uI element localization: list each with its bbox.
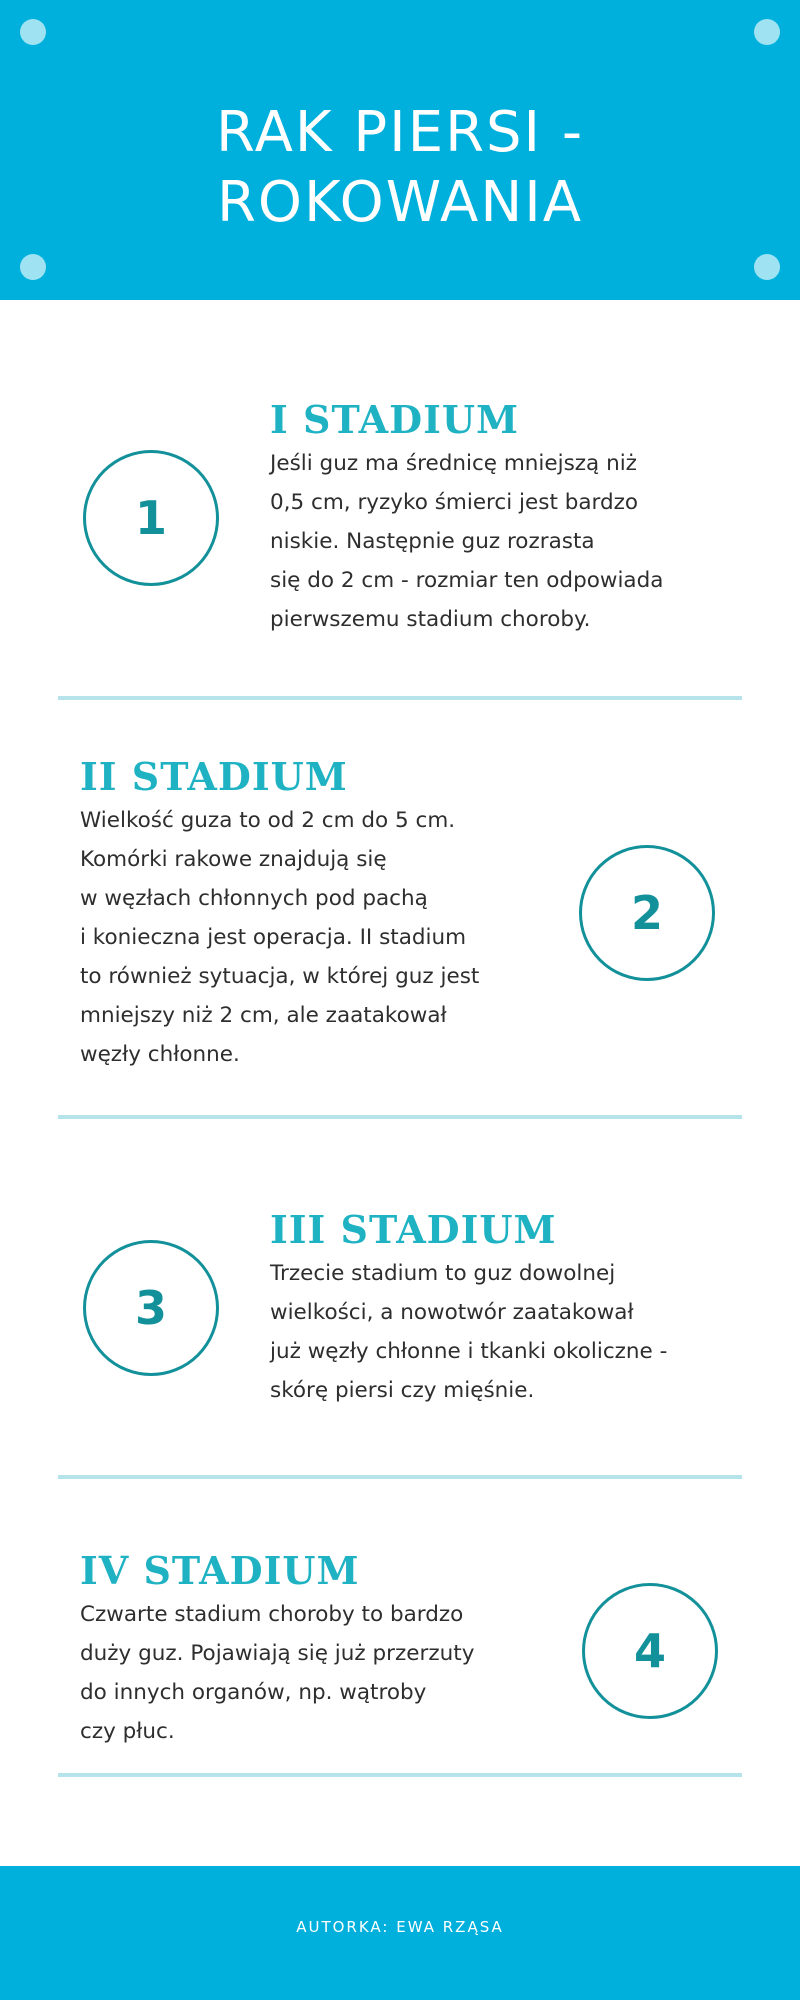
text-line: 0,5 cm, ryzyko śmierci jest bardzo — [270, 490, 639, 515]
text-line: do innych organów, np. wątroby — [80, 1680, 427, 1705]
text-line: Komórki rakowe znajdują się — [80, 847, 387, 872]
text-line: mniejszy niż 2 cm, ale zaatakował — [80, 1003, 447, 1028]
stage-3-number-circle — [83, 1240, 219, 1376]
text-line: Wielkość guza to od 2 cm do 5 cm. — [80, 808, 456, 833]
text-line: węzły chłonne. — [80, 1042, 240, 1067]
page-title-line-2: ROKOWANIA — [216, 170, 584, 235]
stage-2-title: II STADIUM — [80, 754, 348, 799]
stage-4-description — [80, 1595, 530, 1751]
page-title-line-1: RAK PIERSI - — [215, 100, 585, 165]
stage-number: 3 — [134, 1281, 167, 1335]
text-line: w węzłach chłonnych pod pachą — [80, 886, 428, 911]
text-line: niskie. Następnie guz rozrasta — [270, 529, 595, 554]
stage-4-title: IV STADIUM — [80, 1548, 360, 1593]
text-line: wielkości, a nowotwór zaatakował — [270, 1300, 634, 1325]
author-credit: AUTORKA: EWA RZĄSA — [296, 1918, 504, 1936]
section-divider — [58, 696, 742, 700]
section-divider — [58, 1115, 742, 1119]
section-divider — [58, 1475, 742, 1479]
text-line: i konieczna jest operacja. II stadium — [80, 925, 467, 950]
header-banner — [0, 0, 800, 300]
stage-3-description — [270, 1254, 720, 1410]
text-line: to również sytuacja, w której guz jest — [80, 964, 480, 989]
text-line: się do 2 cm - rozmiar ten odpowiada — [270, 568, 664, 593]
stage-2-number-circle — [579, 845, 715, 981]
stage-number: 4 — [633, 1624, 666, 1678]
text-line: duży guz. Pojawiają się już przerzuty — [80, 1641, 475, 1666]
text-line: Czwarte stadium choroby to bardzo — [80, 1602, 464, 1627]
text-line: skórę piersi czy mięśnie. — [270, 1378, 535, 1403]
stage-1-title: I STADIUM — [270, 397, 520, 442]
stage-2-description — [80, 801, 530, 1074]
stage-1-number-circle — [83, 450, 219, 586]
decorative-dot-icon — [20, 19, 46, 45]
text-line: czy płuc. — [80, 1719, 175, 1744]
text-line: Jeśli guz ma średnicę mniejszą niż — [270, 451, 637, 476]
text-line: już węzły chłonne i tkanki okoliczne - — [270, 1339, 668, 1364]
page-title — [0, 98, 800, 238]
decorative-dot-icon — [754, 19, 780, 45]
stage-number: 2 — [630, 886, 663, 940]
stage-1-description — [270, 444, 718, 639]
stage-number: 1 — [134, 491, 167, 545]
decorative-dot-icon — [754, 254, 780, 280]
text-line: Trzecie stadium to guz dowolnej — [270, 1261, 616, 1286]
stage-3-title: III STADIUM — [270, 1207, 557, 1252]
footer-banner — [0, 1866, 800, 2000]
text-line: pierwszemu stadium choroby. — [270, 607, 591, 632]
decorative-dot-icon — [20, 254, 46, 280]
section-divider — [58, 1773, 742, 1777]
stage-4-number-circle — [582, 1583, 718, 1719]
